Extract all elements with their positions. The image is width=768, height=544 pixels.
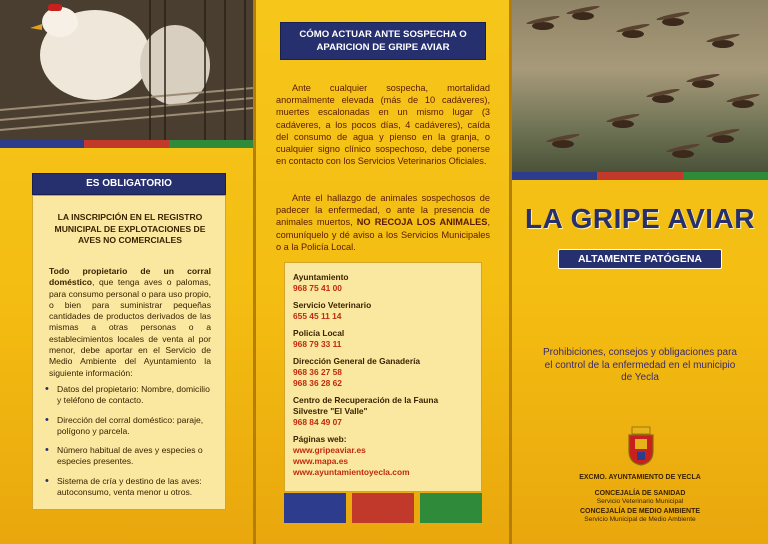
hens-photo [0,0,253,140]
color-stripe-top [0,140,253,148]
list-item: • Número habitual de aves y especies o especies presentes. [45,445,213,468]
web-link[interactable]: www.mapa.es [293,456,349,466]
main-title: LA GRIPE AVIAR [525,203,755,234]
dept-health-sub: Servicio Veterinario Municipal [596,498,684,505]
yecla-crest-icon [626,425,656,467]
list-item: • Dirección del corral doméstico: paraje, polígono y parcela. [45,415,213,438]
ducks-photo [512,0,768,172]
dept-health: CONCEJALÍA DE SANIDAD [594,490,686,497]
hens-illustration [0,0,253,140]
info-list [45,384,213,498]
web-link[interactable]: www.ayuntamientoyecla.com [293,467,410,477]
action-header: CÓMO ACTUAR ANTE SOSPECHA O APARICION DE GRIPE AVIAR [280,22,486,60]
contact-ayuntamiento: Ayuntamiento 968 75 41 00 [293,272,349,293]
owner-paragraph: Todo propietario de un corral doméstico, que tenga aves o palomas, para consumo personal o para uso propio, o bien para suministrar pequeñas cantidades de productos derivados de las mismas a otras personas o a establecimientos locales de venta al por menor, debe aportar en el Servicio de Medio Ambiente del Ayuntamiento la siguiente información: [49,266,211,378]
contacts-list [293,272,475,478]
contact-fauna: Centro de Recuperación de la Fauna Silvestre "El Valle" 968 84 49 07 [293,395,439,427]
obligatorio-box [32,195,226,510]
web-link[interactable]: www.gripeaviar.es [293,445,366,455]
contact-veterinario: Servicio Veterinario 655 45 11 14 [293,300,372,321]
finding-paragraph: Ante el hallazgo de animales sospechosos de padecer la enfermedad, o ante la presencia de animales muertos, NO RECOJA LOS ANIMALES, comuníquelo y dé aviso a los Servicios Municipales o a la Policía Local. [276,193,490,252]
panel-left [0,0,253,544]
contact-ganaderia: Dirección General de Ganadería 968 36 27 58 968 36 28 62 [293,356,421,388]
council-name: EXCMO. AYUNTAMIENTO DE YECLA [579,474,701,481]
subtitle-badge: ALTAMENTE PATÓGENA [558,249,722,269]
cover-subtitle: Prohibiciones, consejos y obligaciones para el control de la enfermedad en el municipio de Yecla [542,347,737,383]
contacts-box [284,262,482,492]
panel-middle [256,0,509,544]
suspicion-paragraph: Ante cualquier sospecha, mortalidad anormalmente elevada (más de 10 cadáveres), muertes escalonadas en un mismo lugar (3 cadáveres, a los pocos días, 4 cadáveres), caída del consumo de agua y pienso en la granja, o cualquier signo clínico sospechoso, debe ponerse en contacto con los Servicios Veterinarios Oficiales. [276,83,490,167]
contact-webs: Páginas web: www.gripeaviar.es www.mapa.es www.ayuntamientoyecla.com [293,434,475,478]
panel-cover [512,0,768,544]
list-item: • Datos del propietario: Nombre, domicilio y teléfono de contacto. [45,384,213,407]
color-stripe-cover [512,172,768,180]
dept-environment-sub: Servicio Municipal de Medio Ambiente [584,516,696,523]
dept-environment: CONCEJALÍA DE MEDIO AMBIENTE [579,508,701,515]
color-stripe-bottom [284,493,482,523]
contact-policia: Policía Local 968 79 33 11 [293,328,345,349]
registry-title: LA INSCRIPCIÓN EN EL REGISTRO MUNICIPAL DE EXPLOTACIONES DE AVES NO COMERCIALES [54,212,206,245]
list-item: • Sistema de cría y destino de las aves: autoconsumo, venta menor u otros. [45,476,213,499]
obligatorio-header: ES OBLIGATORIO [32,173,226,195]
